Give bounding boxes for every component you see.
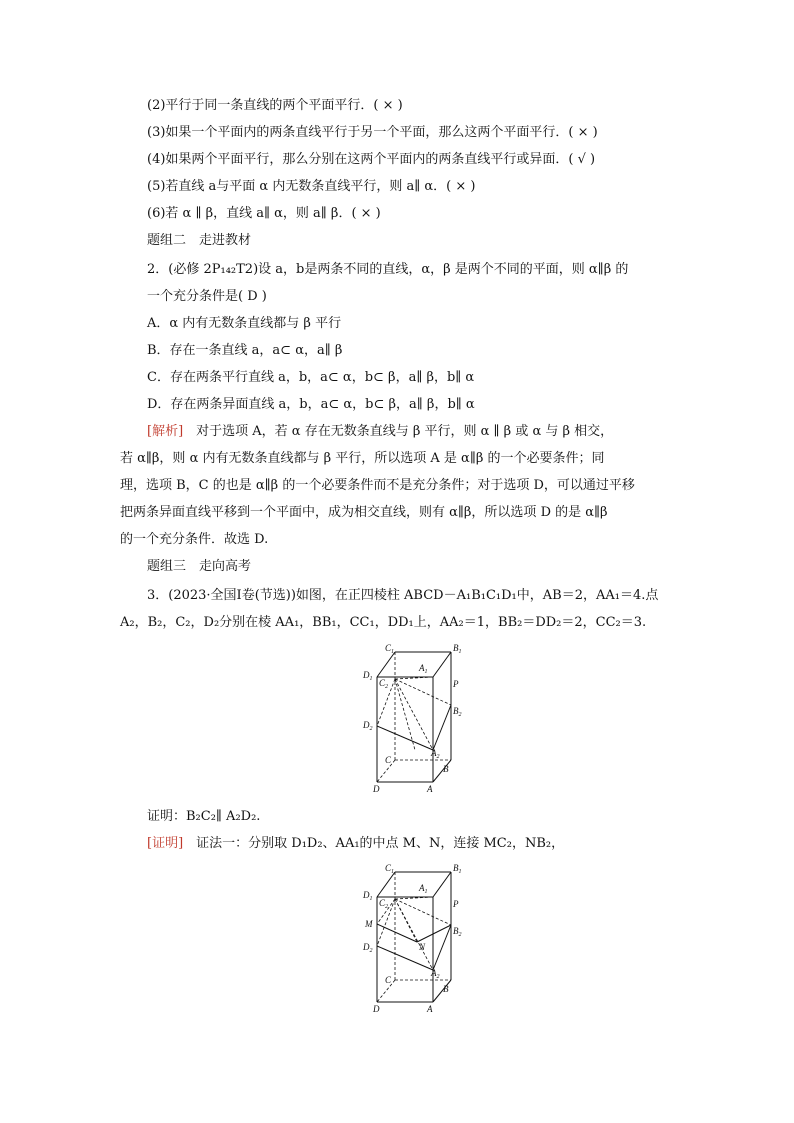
label-c: C (385, 975, 392, 985)
label-d: D (373, 784, 380, 794)
label-b1: $B_1$ (453, 643, 462, 655)
option-b: B．存在一条直线 a，a⊂ α，a∥ β (147, 343, 343, 358)
label-a2: $A_2$ (431, 748, 440, 760)
label-d1: $D_1$ (363, 670, 373, 682)
analysis-text-1: 对于选项 A，若 α 存在无数条直线与 β 平行，则 α ∥ β 或 α 与 β 相交， (183, 424, 614, 439)
proof-tag: [证明] (147, 836, 184, 851)
label-a: A (427, 1004, 433, 1014)
label-d2: $D_2$ (363, 720, 373, 732)
label-b2: $B_2$ (453, 706, 462, 718)
prove-statement: 证明：B₂C₂∥ A₂D₂. (147, 809, 261, 824)
label-c2: $C_2$ (379, 898, 389, 910)
label-p: P (453, 899, 459, 909)
analysis-line-2: 若 α∥β，则 α 内有无数条直线都与 β 平行，所以选项 A 是 α∥β 的一个必要条件；同 (120, 451, 605, 466)
statement-6: (6)若 α ∥ β，直线 a∥ α，则 a∥ β．( × ) (147, 206, 381, 221)
label-a: A (427, 784, 433, 794)
label-b2: $B_2$ (453, 926, 462, 938)
label-d: D (373, 1004, 380, 1014)
analysis-line-4: 把两条异面直线平移到一个平面中，成为相交直线，则有 α∥β，所以选项 D 的是 α∥β (120, 505, 608, 520)
option-a: A．α 内有无数条直线都与 β 平行 (147, 316, 342, 331)
label-c: C (385, 755, 392, 765)
question-3-stem-cont: A₂，B₂，C₂，D₂分别在棱 AA₁，BB₁，CC₁，DD₁上，AA₂＝1，BB₂＝DD₂＝2，CC₂＝3. (120, 615, 647, 630)
question-2-stem-cont: 一个充分条件是( D ) (147, 289, 267, 304)
statement-2: (2)平行于同一条直线的两个平面平行．( × ) (147, 98, 403, 113)
label-c1: $C_1$ (385, 863, 395, 875)
analysis-line-1 (147, 424, 613, 440)
question-2-stem: 2．(必修 2P₁₄₂T2)设 a，b是两条不同的直线，α，β 是两个不同的平面，则 α∥β 的 (147, 262, 629, 277)
analysis-line-5: 的一个充分条件．故选 D. (120, 532, 269, 547)
prism-figure-1 (355, 642, 465, 794)
label-n: N (419, 942, 426, 952)
label-d2: $D_2$ (363, 942, 373, 954)
proof-text: 证法一：分别取 D₁D₂、AA₁的中点 M、N，连接 MC₂，NB₂， (183, 836, 565, 851)
proof-line (147, 836, 564, 852)
option-d: D．存在两条异面直线 a，b，a⊂ α，b⊂ β，a∥ β，b∥ α (147, 397, 475, 412)
section-heading-group3: 题组三 走向高考 (147, 559, 252, 574)
prism-figure-2 (355, 862, 465, 1014)
analysis-tag: [解析] (147, 424, 184, 439)
label-b: B (443, 984, 449, 994)
statement-3: (3)如果一个平面内的两条直线平行于另一个平面，那么这两个平面平行．( × ) (147, 125, 598, 140)
label-a1: $A_1$ (419, 663, 428, 675)
label-d1: $D_1$ (363, 890, 373, 902)
question-3-stem: 3．(2023·全国Ⅰ卷(节选))如图，在正四棱柱 ABCD－A₁B₁C₁D₁中，AB＝2，AA₁＝4.点 (147, 588, 659, 603)
statement-5: (5)若直线 a与平面 α 内无数条直线平行，则 a∥ α．( × ) (147, 179, 476, 194)
label-p: P (453, 679, 459, 689)
label-c2: $C_2$ (379, 678, 389, 690)
analysis-line-3: 理，选项 B，C 的也是 α∥β 的一个必要条件而不是充分条件；对于选项 D，可以通过平移 (120, 478, 635, 493)
label-m: M (365, 919, 373, 929)
label-b: B (443, 764, 449, 774)
statement-4: (4)如果两个平面平行，那么分别在这两个平面内的两条直线平行或异面．( √ ) (147, 152, 596, 167)
label-a1: $A_1$ (419, 883, 428, 895)
label-a2: $A_2$ (431, 968, 440, 980)
section-heading-group2: 题组二 走进教材 (147, 233, 252, 248)
label-c1: $C_1$ (385, 643, 395, 655)
option-c: C．存在两条平行直线 a，b，a⊂ α，b⊂ β，a∥ β，b∥ α (147, 370, 475, 385)
label-b1: $B_1$ (453, 863, 462, 875)
